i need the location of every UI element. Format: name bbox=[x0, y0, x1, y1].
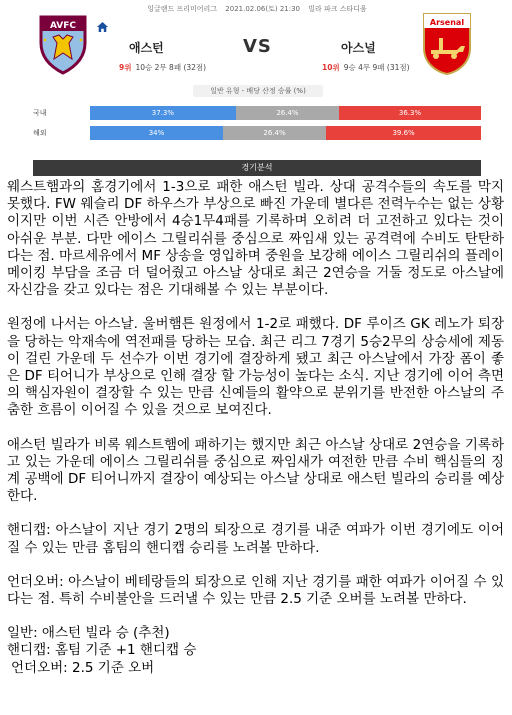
vs-label: VS bbox=[243, 36, 272, 57]
match-datetime: 2021.02.06(토) 21:30 bbox=[225, 5, 300, 13]
home-win-segment: 37.3% bbox=[90, 106, 236, 120]
summary-under-over: 언더오버: 2.5 기준 오버 bbox=[11, 659, 155, 676]
arsenal-crest-icon bbox=[421, 10, 473, 76]
handicap-analysis: 핸디캡: 아스날이 지난 경기 2명의 퇴장으로 경기를 내준 여파가 이번 경기에도 이어질 수 있는 만큼 홈팀의 핸디캡 승리를 노려볼 만하다. bbox=[7, 522, 504, 556]
win-rate-title: 일반 유형 - 배당 산정 승률 (%) bbox=[193, 85, 323, 97]
stat-row-overseas bbox=[33, 126, 481, 140]
summary-general: 일반: 애스턴 빌라 승 (추천) bbox=[7, 625, 170, 642]
win-rate-bar bbox=[90, 106, 481, 120]
home-team-analysis: 웨스트햄과의 홈경기에서 1-3으로 패한 애스턴 빌라. 상대 공격수들의 속도를 막지 못했다. FW 웨슬리 DF 하우스가 부상으로 빠진 가운데 별다른 전력누수는 없는 상황이지만 이번 시즌 안방에서 4승1무4패를 기록하며 오히려 더 고전하고 있다는 것이 아쉬운 부분. 다만 에이스 그릴리쉬를 중심으로 짜임새 있는 공격력에 수비도 탄탄하다는 점. 마르세유에서 MF 상송을 영입하며 중원을 보강해 에이스 그릴리쉬의 플레이메이킹 부담을 조금 더 덜어줬고 아스날 상대로 최근 2연승을 거둘 정도로 아스날에 자신감을 갖고 있다는 점은 기대해볼 수 있는 부분이다. bbox=[7, 179, 504, 299]
stat-row-domestic bbox=[33, 106, 481, 120]
crest-home-text: AVFC bbox=[49, 21, 77, 31]
draw-segment: 26.4% bbox=[236, 106, 339, 120]
match-venue: 빌라 파크 스타디움 bbox=[308, 5, 367, 13]
away-win-segment: 36.3% bbox=[339, 106, 481, 120]
match-prediction: 애스턴 빌라가 비록 웨스트햄에 패하기는 했지만 최근 아스날 상대로 2연승을 기록하고 있는 가운데 에이스 그릴리쉬를 중심으로 짜임새가 여전한 만큼 수비 핵심들의 징계 공백에 DF 티어니까지 결장이 예상되는 아스날 상대로 애스턴 빌라의 승리를 예상한다. bbox=[7, 436, 504, 505]
win-rate-bar bbox=[90, 126, 481, 140]
away-team-rank: 10위 bbox=[322, 63, 340, 72]
home-team-record-text: 10승 2무 8패 (32점) bbox=[135, 63, 207, 72]
summary-handicap: 핸디캡: 홈팀 기준 +1 핸디캡 승 bbox=[7, 642, 197, 659]
away-team-name: 아스널 bbox=[341, 41, 376, 55]
home-win-segment: 34% bbox=[90, 126, 223, 140]
home-team-rank: 9위 bbox=[119, 63, 132, 72]
away-team-record-text: 9승 4무 9패 (31점) bbox=[343, 63, 410, 72]
away-team-analysis: 원정에 나서는 아스날. 울버햄튼 원정에서 1-2로 패했다. DF 루이즈 GK 레노가 퇴장을 당하는 악재속에 역전패를 당하는 모습. 최근 리그 7경기 5승2무의 상승세에 제동이 걸린 가운데 두 선수가 이번 경기에 결장하게 됐고 최근 아스날에서 가장 폼이 좋은 DF 티어니가 부상으로 인해 결장 할 가능성이 높다는 소식. 지난 경기에 이어 측면의 핵심자원이 결장할 수 있는 만큼 신예들의 활약으로 분위기를 반전한 아스날의 주춤한 흐름이 이어질 수 있을 것으로 보여진다. bbox=[7, 316, 504, 419]
section-header: 경기분석 bbox=[33, 160, 481, 176]
stat-label: 해외 bbox=[33, 129, 47, 137]
away-team-record bbox=[322, 62, 410, 73]
league-name: 잉글랜드 프리미어리그 bbox=[147, 5, 218, 13]
under-over-analysis: 언더오버: 아스날이 베테랑들의 퇴장으로 인해 지난 경기를 패한 여파가 이어질 수 있다는 점. 특히 수비불안을 드러낼 수 있는 만큼 2.5 기준 오버를 노려볼 만하다. bbox=[7, 573, 504, 608]
match-meta bbox=[33, 4, 481, 14]
home-team-record bbox=[119, 62, 206, 73]
stat-label: 국내 bbox=[33, 109, 47, 117]
draw-segment: 26.4% bbox=[223, 126, 326, 140]
crest-away-text: Arsenal bbox=[429, 18, 465, 27]
home-team-name: 애스턴 bbox=[129, 41, 164, 55]
match-card bbox=[33, 0, 481, 151]
home-team-icon bbox=[97, 22, 108, 32]
aston-villa-crest-icon bbox=[37, 13, 89, 75]
away-win-segment: 39.6% bbox=[326, 126, 481, 140]
analysis-article bbox=[7, 179, 504, 677]
